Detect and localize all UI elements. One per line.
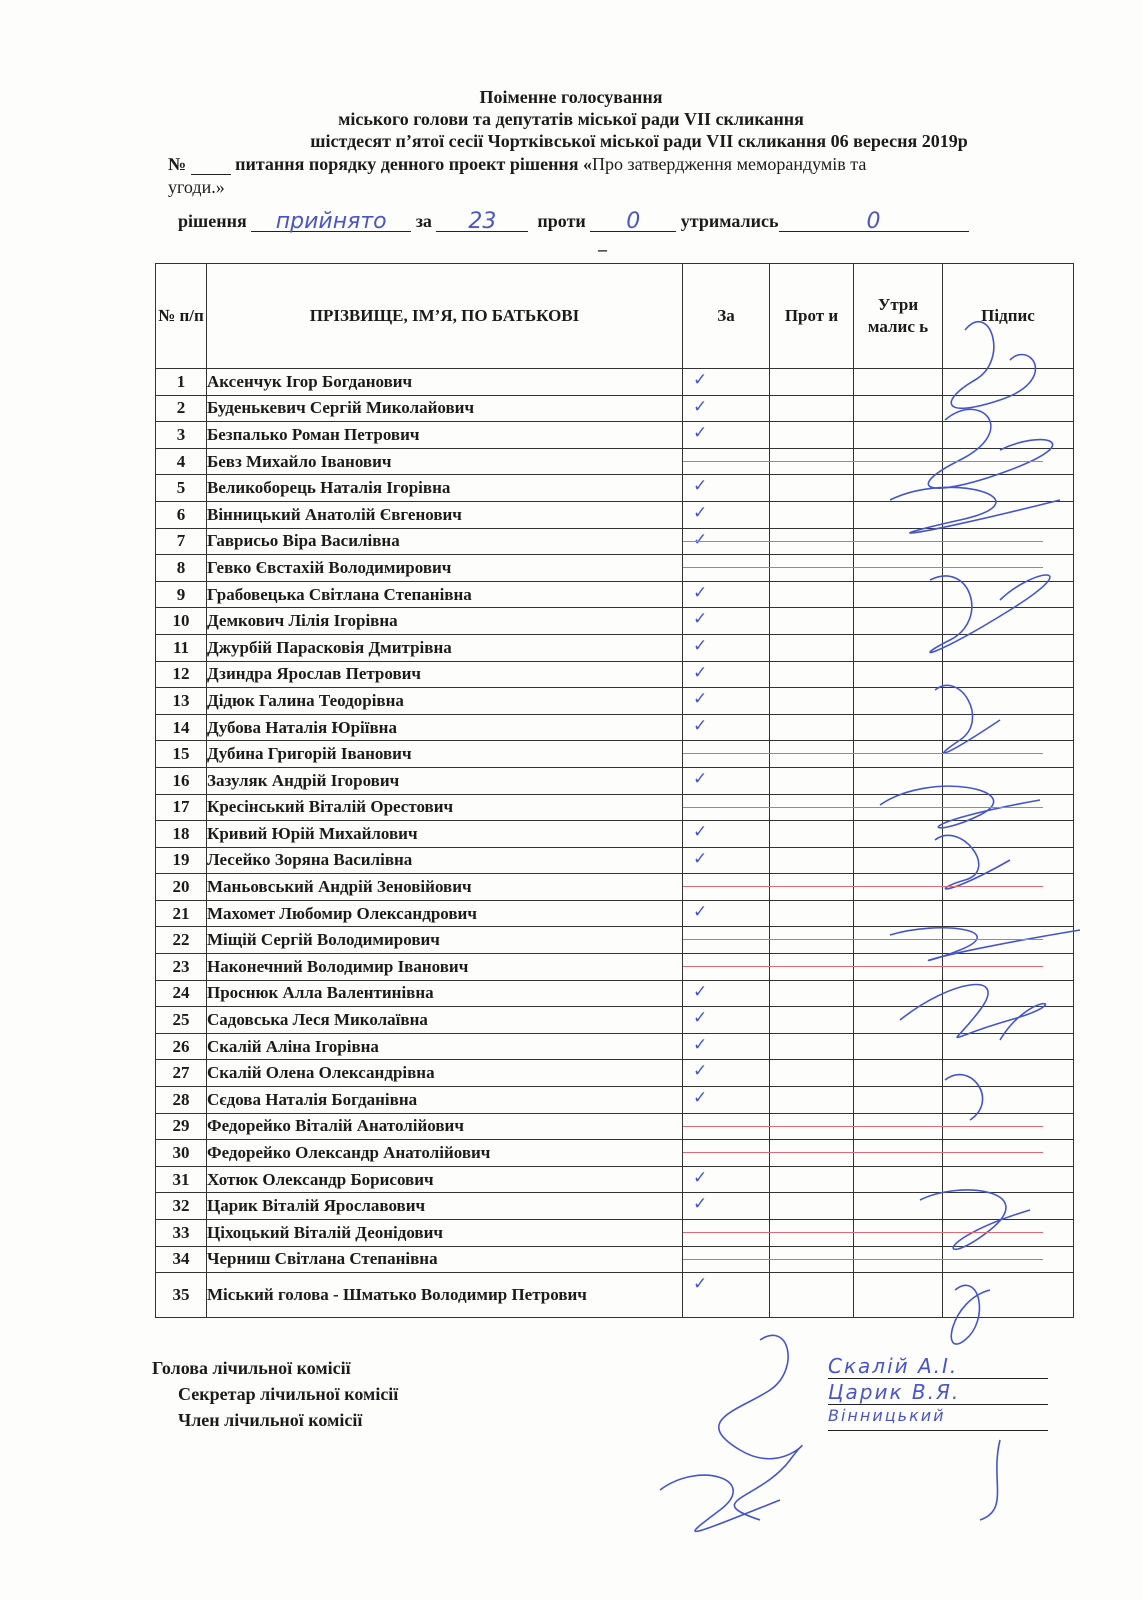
signature-cell bbox=[943, 1007, 1074, 1034]
vote-utrym-cell bbox=[854, 581, 943, 608]
table-row bbox=[156, 369, 1074, 396]
vote-utrym-cell bbox=[854, 369, 943, 396]
deputy-name: Ціхоцький Віталій Деонідович bbox=[207, 1220, 683, 1247]
agenda-item-continuation: угоди.» bbox=[168, 177, 225, 197]
vote-za-cell bbox=[683, 475, 770, 502]
row-number: 32 bbox=[156, 1193, 207, 1220]
vote-proty-cell bbox=[770, 688, 854, 715]
row-number: 11 bbox=[156, 634, 207, 661]
vote-za-cell bbox=[683, 422, 770, 449]
signature-cell bbox=[943, 1166, 1074, 1193]
deputy-name: Проснюк Алла Валентинівна bbox=[207, 980, 683, 1007]
checkmark-icon: ✓ bbox=[693, 981, 708, 1002]
signature-cell bbox=[943, 980, 1074, 1007]
strike-line bbox=[683, 541, 1043, 542]
table-row bbox=[156, 1007, 1074, 1034]
vote-utrym-cell bbox=[854, 847, 943, 874]
deputy-name: Міщій Сергій Володимирович bbox=[207, 927, 683, 954]
utrym-value: 0 bbox=[866, 209, 881, 234]
vote-utrym-cell bbox=[854, 688, 943, 715]
table-row bbox=[156, 1060, 1074, 1087]
table-row bbox=[156, 1033, 1074, 1060]
vote-za-cell bbox=[683, 1220, 770, 1247]
signature-cell bbox=[943, 900, 1074, 927]
vote-za-cell bbox=[683, 1087, 770, 1114]
deputy-name: Великоборець Наталія Ігорівна bbox=[207, 475, 683, 502]
vote-utrym-cell bbox=[854, 1166, 943, 1193]
checkmark-icon: ✓ bbox=[693, 635, 708, 656]
signature-cell bbox=[943, 1193, 1074, 1220]
vote-proty-cell bbox=[770, 767, 854, 794]
signature-cell bbox=[943, 1060, 1074, 1087]
decision-line bbox=[178, 210, 969, 232]
commission-member-name: Вінницький bbox=[828, 1406, 1048, 1431]
utrym-value-field bbox=[779, 211, 969, 232]
vote-utrym-cell bbox=[854, 475, 943, 502]
table-row bbox=[156, 528, 1074, 555]
checkmark-icon: ✓ bbox=[693, 1194, 708, 1215]
row-number: 20 bbox=[156, 874, 207, 901]
col-header-signature: Підпис bbox=[943, 264, 1074, 369]
vote-proty-cell bbox=[770, 980, 854, 1007]
decision-value-field bbox=[251, 211, 411, 232]
strike-line bbox=[683, 753, 1043, 754]
strike-line bbox=[683, 939, 1043, 940]
table-row bbox=[156, 608, 1074, 635]
checkmark-icon: ✓ bbox=[693, 689, 708, 710]
deputy-name: Демкович Лілія Ігорівна bbox=[207, 608, 683, 635]
vote-za-cell bbox=[683, 1033, 770, 1060]
table-row bbox=[156, 555, 1074, 582]
vote-proty-cell bbox=[770, 608, 854, 635]
table-header-row bbox=[156, 264, 1074, 369]
agenda-item-line bbox=[168, 153, 866, 175]
checkmark-icon: ✓ bbox=[693, 1088, 708, 1109]
table-row bbox=[156, 954, 1074, 981]
vote-proty-cell bbox=[770, 1033, 854, 1060]
deputy-name: Кресінський Віталій Орестович bbox=[207, 794, 683, 821]
row-number: 9 bbox=[156, 581, 207, 608]
checkmark-icon: ✓ bbox=[693, 1034, 708, 1055]
vote-utrym-cell bbox=[854, 634, 943, 661]
vote-proty-cell bbox=[770, 422, 854, 449]
checkmark-icon: ✓ bbox=[693, 1008, 708, 1029]
deputy-name: Дідюк Галина Теодорівна bbox=[207, 688, 683, 715]
vote-za-cell bbox=[683, 927, 770, 954]
row-number: 12 bbox=[156, 661, 207, 688]
deputy-name: Дубова Наталія Юріївна bbox=[207, 714, 683, 741]
vote-utrym-cell bbox=[854, 422, 943, 449]
table-row bbox=[156, 900, 1074, 927]
vote-za-cell bbox=[683, 1007, 770, 1034]
strike-line bbox=[683, 567, 1043, 568]
signature-cell bbox=[943, 475, 1074, 502]
row-number: 31 bbox=[156, 1166, 207, 1193]
vote-proty-cell bbox=[770, 1273, 854, 1318]
deputy-name: Кривий Юрій Михайлович bbox=[207, 821, 683, 848]
decision-label: рішення bbox=[178, 211, 247, 231]
table-row bbox=[156, 767, 1074, 794]
vote-za-cell bbox=[683, 794, 770, 821]
row-number: 33 bbox=[156, 1220, 207, 1247]
commission-member-label: Член лічильної комісії bbox=[178, 1410, 363, 1430]
deputy-name: Царик Віталій Ярославович bbox=[207, 1193, 683, 1220]
deputy-name: Джурбій Парасковія Дмитрівна bbox=[207, 634, 683, 661]
vote-utrym-cell bbox=[854, 980, 943, 1007]
vote-proty-cell bbox=[770, 1060, 854, 1087]
table-row bbox=[156, 1113, 1074, 1140]
deputy-name: Міський голова - Шматько Володимир Петрович bbox=[207, 1273, 683, 1318]
checkmark-icon: ✓ bbox=[693, 1061, 708, 1082]
row-number: 19 bbox=[156, 847, 207, 874]
checkmark-icon: ✓ bbox=[693, 502, 708, 523]
row-number: 5 bbox=[156, 475, 207, 502]
vote-utrym-cell bbox=[854, 821, 943, 848]
row-number: 10 bbox=[156, 608, 207, 635]
doc-title: Поіменне голосування bbox=[479, 87, 663, 107]
vote-za-cell bbox=[683, 501, 770, 528]
checkmark-icon: ✓ bbox=[693, 423, 708, 444]
vote-za-cell bbox=[683, 528, 770, 555]
table-row bbox=[156, 847, 1074, 874]
vote-za-cell bbox=[683, 555, 770, 582]
strike-line bbox=[683, 807, 1043, 808]
row-number: 16 bbox=[156, 767, 207, 794]
deputy-name: Дзиндра Ярослав Петрович bbox=[207, 661, 683, 688]
table-row bbox=[156, 874, 1074, 901]
decision-value: прийнято bbox=[275, 209, 387, 234]
commission-head-name: Скалій А.І. bbox=[828, 1354, 1048, 1379]
table-row bbox=[156, 448, 1074, 475]
strike-line bbox=[683, 1259, 1043, 1260]
table-row bbox=[156, 1273, 1074, 1318]
vote-proty-cell bbox=[770, 847, 854, 874]
row-number: 3 bbox=[156, 422, 207, 449]
vote-za-cell bbox=[683, 1273, 770, 1318]
vote-za-cell bbox=[683, 767, 770, 794]
vote-utrym-cell bbox=[854, 1193, 943, 1220]
vote-proty-cell bbox=[770, 1193, 854, 1220]
table-row bbox=[156, 980, 1074, 1007]
checkmark-icon: ✓ bbox=[693, 476, 708, 497]
vote-proty-cell bbox=[770, 581, 854, 608]
vote-za-cell bbox=[683, 714, 770, 741]
row-number: 18 bbox=[156, 821, 207, 848]
vote-za-cell bbox=[683, 369, 770, 396]
row-number: 28 bbox=[156, 1087, 207, 1114]
checkmark-icon: ✓ bbox=[693, 768, 708, 789]
deputy-name: Безпалько Роман Петрович bbox=[207, 422, 683, 449]
signature-cell bbox=[943, 395, 1074, 422]
table-row bbox=[156, 714, 1074, 741]
row-number: 23 bbox=[156, 954, 207, 981]
vote-utrym-cell bbox=[854, 661, 943, 688]
row-number: 30 bbox=[156, 1140, 207, 1167]
commission-secretary-label: Секретар лічильної комісії bbox=[178, 1384, 399, 1404]
vote-za-cell bbox=[683, 954, 770, 981]
deputy-name: Сєдова Наталія Богданівна bbox=[207, 1087, 683, 1114]
table-row bbox=[156, 395, 1074, 422]
vote-za-cell bbox=[683, 874, 770, 901]
proty-label: проти bbox=[537, 211, 586, 231]
agenda-item-topic: Про затвердження меморандумів та bbox=[592, 154, 867, 174]
checkmark-icon: ✓ bbox=[693, 1274, 708, 1295]
deputy-name: Вінницький Анатолій Євгенович bbox=[207, 501, 683, 528]
item-number-blank bbox=[191, 154, 231, 175]
deputy-name: Маньовський Андрій Зеновійович bbox=[207, 874, 683, 901]
strike-line bbox=[683, 1126, 1043, 1127]
deputy-name: Федорейко Олександр Анатолійович bbox=[207, 1140, 683, 1167]
signature-cell bbox=[943, 821, 1074, 848]
vote-za-cell bbox=[683, 634, 770, 661]
table-row bbox=[156, 1246, 1074, 1273]
doc-session: шістдесят п’ятої сесії Чортківської міської ради VII скликання 06 вересня 2019р bbox=[310, 131, 968, 151]
table-row bbox=[156, 741, 1074, 768]
vote-utrym-cell bbox=[854, 608, 943, 635]
table-row bbox=[156, 1140, 1074, 1167]
vote-za-cell bbox=[683, 900, 770, 927]
checkmark-icon: ✓ bbox=[693, 609, 708, 630]
checkmark-icon: ✓ bbox=[693, 396, 708, 417]
vote-proty-cell bbox=[770, 634, 854, 661]
checkmark-icon: ✓ bbox=[693, 662, 708, 683]
checkmark-icon: ✓ bbox=[693, 715, 708, 736]
signature-cell bbox=[943, 608, 1074, 635]
table-row bbox=[156, 688, 1074, 715]
signature-cell bbox=[943, 847, 1074, 874]
vote-utrym-cell bbox=[854, 1060, 943, 1087]
vote-za-cell bbox=[683, 581, 770, 608]
voting-table bbox=[155, 263, 1074, 1318]
vote-proty-cell bbox=[770, 821, 854, 848]
handwritten-signature-scribble bbox=[719, 1335, 802, 1520]
row-number: 7 bbox=[156, 528, 207, 555]
col-header-name: ПРІЗВИЩЕ, ІМ’Я, ПО БАТЬКОВІ bbox=[207, 264, 683, 369]
vote-utrym-cell bbox=[854, 767, 943, 794]
row-number: 4 bbox=[156, 448, 207, 475]
signature-cell bbox=[943, 369, 1074, 396]
vote-za-cell bbox=[683, 1193, 770, 1220]
agenda-item-text: питання порядку денного проект рішення « bbox=[235, 154, 593, 174]
table-row bbox=[156, 1193, 1074, 1220]
deputy-name: Лесейко Зоряна Василівна bbox=[207, 847, 683, 874]
row-number: 2 bbox=[156, 395, 207, 422]
vote-utrym-cell bbox=[854, 1273, 943, 1318]
signature-cell bbox=[943, 714, 1074, 741]
row-number: 26 bbox=[156, 1033, 207, 1060]
vote-za-cell bbox=[683, 1060, 770, 1087]
row-number: 25 bbox=[156, 1007, 207, 1034]
table-row bbox=[156, 794, 1074, 821]
strike-line bbox=[683, 1232, 1043, 1233]
checkmark-icon: ✓ bbox=[693, 582, 708, 603]
signature-cell bbox=[943, 661, 1074, 688]
checkmark-icon: ✓ bbox=[693, 370, 708, 390]
signature-cell bbox=[943, 501, 1074, 528]
vote-utrym-cell bbox=[854, 900, 943, 927]
deputy-name: Махомет Любомир Олександрович bbox=[207, 900, 683, 927]
signature-cell bbox=[943, 1087, 1074, 1114]
signature-cell bbox=[943, 1273, 1074, 1318]
za-label: за bbox=[415, 211, 432, 231]
vote-proty-cell bbox=[770, 1166, 854, 1193]
table-row bbox=[156, 581, 1074, 608]
strike-line bbox=[683, 886, 1043, 887]
vote-proty-cell bbox=[770, 661, 854, 688]
signature-cell bbox=[943, 581, 1074, 608]
table-row bbox=[156, 821, 1074, 848]
vote-za-cell bbox=[683, 741, 770, 768]
row-number: 24 bbox=[156, 980, 207, 1007]
table-row bbox=[156, 475, 1074, 502]
commission-secretary-name: Царик В.Я. bbox=[828, 1380, 1048, 1405]
vote-utrym-cell bbox=[854, 395, 943, 422]
vote-utrym-cell bbox=[854, 501, 943, 528]
vote-za-cell bbox=[683, 608, 770, 635]
vote-proty-cell bbox=[770, 900, 854, 927]
row-number: 27 bbox=[156, 1060, 207, 1087]
signature-cell bbox=[943, 422, 1074, 449]
row-number: 21 bbox=[156, 900, 207, 927]
checkmark-icon: ✓ bbox=[693, 1167, 708, 1188]
strike-line bbox=[683, 966, 1043, 967]
table-row bbox=[156, 927, 1074, 954]
vote-utrym-cell bbox=[854, 714, 943, 741]
table-row bbox=[156, 1166, 1074, 1193]
deputy-name: Бевз Михайло Іванович bbox=[207, 448, 683, 475]
vote-proty-cell bbox=[770, 369, 854, 396]
vote-za-cell bbox=[683, 1246, 770, 1273]
vote-za-cell bbox=[683, 847, 770, 874]
utrym-label: утримались bbox=[680, 211, 779, 231]
table-row bbox=[156, 1220, 1074, 1247]
vote-za-cell bbox=[683, 1113, 770, 1140]
col-header-proty: Прот и bbox=[770, 264, 854, 369]
row-number: 8 bbox=[156, 555, 207, 582]
row-number: 6 bbox=[156, 501, 207, 528]
vote-proty-cell bbox=[770, 475, 854, 502]
table-row bbox=[156, 422, 1074, 449]
row-number: 35 bbox=[156, 1273, 207, 1318]
signature-cell bbox=[943, 634, 1074, 661]
table-row bbox=[156, 501, 1074, 528]
deputy-name: Черниш Світлана Степанівна bbox=[207, 1246, 683, 1273]
vote-za-cell bbox=[683, 448, 770, 475]
row-number: 29 bbox=[156, 1113, 207, 1140]
col-header-za: За bbox=[683, 264, 770, 369]
deputy-name: Скалій Олена Олександрівна bbox=[207, 1060, 683, 1087]
signature-cell bbox=[943, 688, 1074, 715]
handwritten-signature-scribble bbox=[980, 1440, 1000, 1520]
deputy-name: Грабовецька Світлана Степанівна bbox=[207, 581, 683, 608]
checkmark-icon: ✓ bbox=[693, 848, 708, 869]
deputy-name: Федорейко Віталій Анатолійович bbox=[207, 1113, 683, 1140]
vote-proty-cell bbox=[770, 501, 854, 528]
handwritten-signature-scribble bbox=[660, 1475, 780, 1531]
deputy-name: Дубина Григорій Іванович bbox=[207, 741, 683, 768]
row-number: 34 bbox=[156, 1246, 207, 1273]
row-number: 22 bbox=[156, 927, 207, 954]
table-row bbox=[156, 661, 1074, 688]
deputy-name: Гевко Євстахій Володимирович bbox=[207, 555, 683, 582]
vote-za-cell bbox=[683, 1140, 770, 1167]
vote-za-cell bbox=[683, 821, 770, 848]
signature-cell bbox=[943, 1033, 1074, 1060]
vote-za-cell bbox=[683, 661, 770, 688]
deputy-name: Аксенчук Ігор Богданович bbox=[207, 369, 683, 396]
za-value-field bbox=[436, 211, 528, 232]
row-number: 14 bbox=[156, 714, 207, 741]
vote-proty-cell bbox=[770, 714, 854, 741]
table-row bbox=[156, 1087, 1074, 1114]
row-number: 1 bbox=[156, 369, 207, 396]
strike-line bbox=[683, 1152, 1043, 1153]
deputy-name: Наконечний Володимир Іванович bbox=[207, 954, 683, 981]
vote-proty-cell bbox=[770, 395, 854, 422]
table-row bbox=[156, 634, 1074, 661]
checkmark-icon: ✓ bbox=[693, 901, 708, 922]
row-number: 15 bbox=[156, 741, 207, 768]
signature-cell bbox=[943, 767, 1074, 794]
proty-value: 0 bbox=[626, 209, 641, 234]
deputy-name: Садовська Леся Миколаївна bbox=[207, 1007, 683, 1034]
vote-za-cell bbox=[683, 1166, 770, 1193]
proty-value-field bbox=[590, 211, 676, 232]
row-number: 17 bbox=[156, 794, 207, 821]
vote-utrym-cell bbox=[854, 1007, 943, 1034]
vote-proty-cell bbox=[770, 1007, 854, 1034]
deputy-name: Хотюк Олександр Борисович bbox=[207, 1166, 683, 1193]
deputy-name: Зазуляк Андрій Ігорович bbox=[207, 767, 683, 794]
commission-head-label: Голова лічильної комісії bbox=[152, 1358, 351, 1378]
strike-line bbox=[683, 461, 1043, 462]
vote-proty-cell bbox=[770, 1087, 854, 1114]
header-dash: – bbox=[598, 239, 607, 259]
deputy-name: Скалій Аліна Ігорівна bbox=[207, 1033, 683, 1060]
vote-za-cell bbox=[683, 688, 770, 715]
doc-subtitle: міського голови та депутатів міської ради VII скликання bbox=[338, 109, 804, 129]
col-header-number: № п/п bbox=[156, 264, 207, 369]
checkmark-icon: ✓ bbox=[693, 822, 708, 843]
col-header-utrym: Утри малис ь bbox=[854, 264, 943, 369]
item-number-prefix: № bbox=[168, 154, 187, 174]
za-value: 23 bbox=[468, 209, 497, 234]
vote-za-cell bbox=[683, 395, 770, 422]
checkmark-icon: ✓ bbox=[693, 529, 708, 550]
deputy-name: Буденькевич Сергій Миколайович bbox=[207, 395, 683, 422]
vote-utrym-cell bbox=[854, 1033, 943, 1060]
vote-utrym-cell bbox=[854, 1087, 943, 1114]
vote-za-cell bbox=[683, 980, 770, 1007]
deputy-name: Гаврисьо Віра Василівна bbox=[207, 528, 683, 555]
row-number: 13 bbox=[156, 688, 207, 715]
